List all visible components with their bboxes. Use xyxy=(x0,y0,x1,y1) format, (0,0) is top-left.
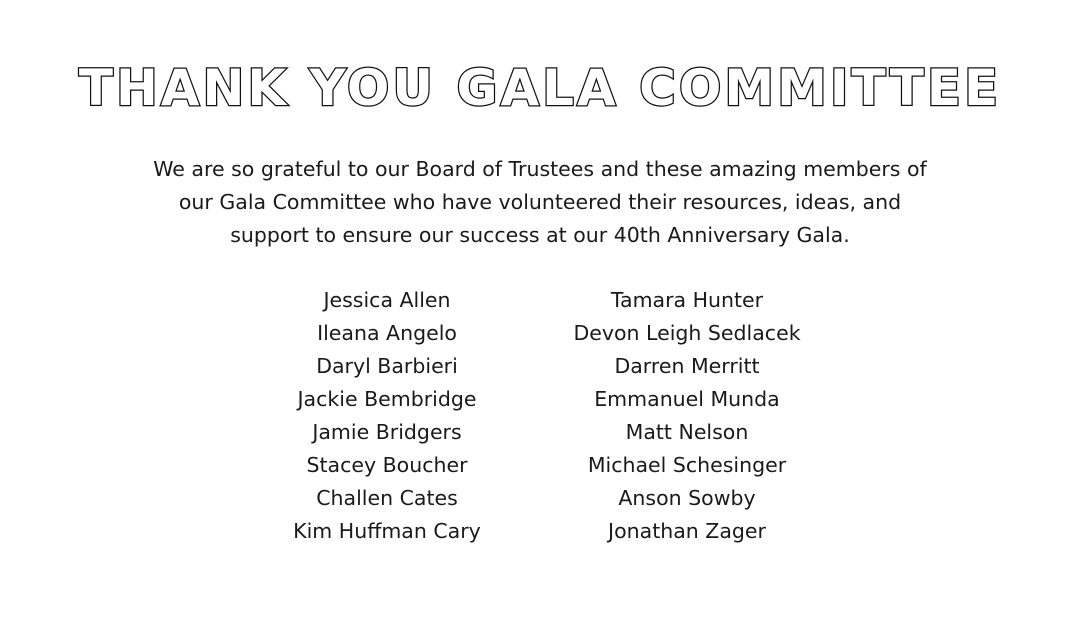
page-title: THANK YOU GALA COMMITTEE xyxy=(78,59,1002,117)
members-list-right xyxy=(527,284,847,548)
member-name: Matt Nelson xyxy=(625,420,749,444)
member-name: Devon Leigh Sedlacek xyxy=(573,321,801,345)
member-name: Ileana Angelo xyxy=(317,321,457,345)
member-name: Jamie Bridgers xyxy=(312,420,462,444)
member-name: Challen Cates xyxy=(316,486,458,510)
member-name: Kim Huffman Cary xyxy=(293,519,481,543)
intro-line: We are so grateful to our Board of Trustees and these amazing members of xyxy=(153,157,927,181)
member-name: Daryl Barbieri xyxy=(316,354,458,378)
intro-line: support to ensure our success at our 40th Anniversary Gala. xyxy=(230,223,850,247)
member-name: Tamara Hunter xyxy=(610,288,764,312)
member-name: Michael Schesinger xyxy=(587,453,787,477)
member-name: Anson Sowby xyxy=(618,486,756,510)
intro-line: our Gala Committee who have volunteered their resources, ideas, and xyxy=(178,190,902,214)
members-list-left xyxy=(227,284,547,548)
member-name: Stacey Boucher xyxy=(306,453,468,477)
intro-paragraph xyxy=(140,153,940,252)
member-name: Jessica Allen xyxy=(323,288,451,312)
member-name: Emmanuel Munda xyxy=(594,387,780,411)
member-name: Darren Merritt xyxy=(614,354,760,378)
member-name: Jackie Bembridge xyxy=(297,387,477,411)
member-name: Jonathan Zager xyxy=(608,519,766,543)
